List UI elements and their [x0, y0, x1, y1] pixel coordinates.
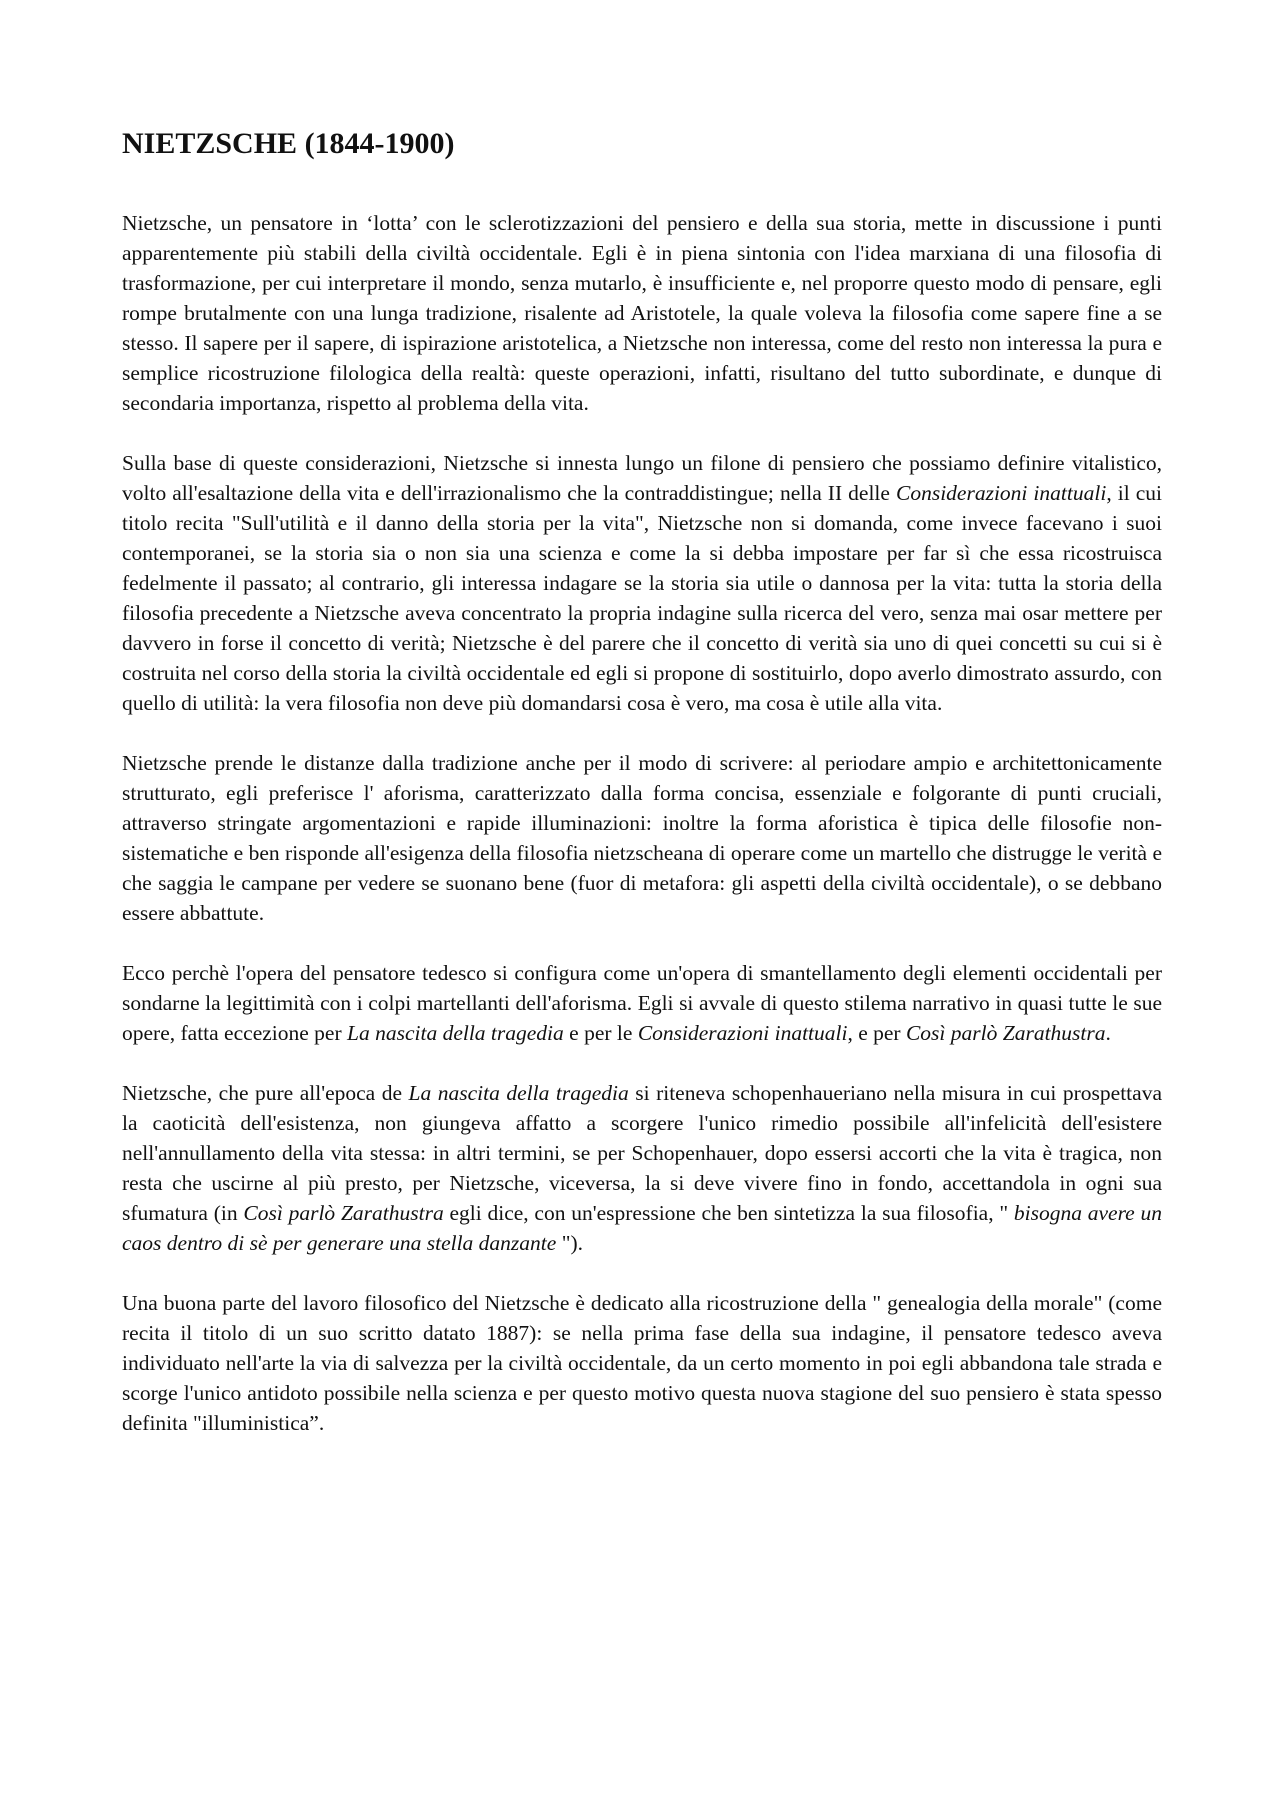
paragraph-3: Nietzsche prende le distanze dalla tradizione anche per il modo di scrivere: al periodare ampio e architettonicamente strutturato, egli preferisce l' aforisma, caratterizzato dalla forma concisa, essenziale e folgorante di punti cruciali, attraverso stringate argomentazioni e rapide illuminazioni: inoltre la forma aforistica è tipica delle filosofie non-sistematiche e ben risponde all'esigenza della filosofia nietzscheana di operare come un martello che distrugge le verità e che saggia le campane per vedere se suonano bene (fuor di metafora: gli aspetti della civiltà occidentale), o se debbano essere abbattute.: [122, 751, 1162, 925]
paragraph-5-text-e: egli dice, con un'espressione che ben sintetizza la sua filosofia, ": [443, 1201, 1014, 1225]
paragraph-4-title-considerazioni: Considerazioni inattuali: [637, 1021, 848, 1045]
paragraph-4: [122, 958, 1162, 1048]
paragraph-5: [122, 1078, 1162, 1258]
paragraph-5-title-zarathustra: Così parlò Zarathustra: [243, 1201, 444, 1225]
paragraph-4-text-c: e per le: [563, 1021, 638, 1045]
paragraph-2-title-considerazioni: Considerazioni inattuali: [895, 481, 1107, 505]
paragraph-5-quote: bisogna avere un caos dentro di sè per generare una stella danzante: [122, 1201, 1162, 1255]
paragraph-5-text-a: Nietzsche, che pure all'epoca de: [122, 1081, 409, 1105]
paragraph-2-text-c: , il cui titolo recita "Sull'utilità e il danno della storia per la vita", Nietzsche non si domanda, come invece facevano i suoi contemporanei, se la storia sia o non sia una scienza e come la si debba impostare per far sì che essa ricostruisca fedelmente il passato; al contrario, gli interessa indagare se la storia sia utile o dannosa per la vita: tutta la storia della filosofia precedente a Nietzsche aveva concentrato la propria indagine sulla ricerca del vero, senza mai osar mettere per davvero in forse il concetto di verità; Nietzsche è del parere che il concetto di verità sia uno di quei concetti su cui si è costruita nel corso della storia la civiltà occidentale ed egli si propone di sostituirlo, dopo averlo dimostrato assurdo, con quello di utilità: la vera filosofia non deve più domandarsi cosa è vero, ma cosa è utile alla vita.: [122, 481, 1162, 715]
paragraph-4-text-g: .: [1105, 1021, 1111, 1045]
paragraph-2-text-a: Sulla base di queste considerazioni, Nietzsche si innesta lungo un filone di pensiero che possiamo definire vitalistico, volto all'esaltazione della vita e dell'irrazionalismo che la contraddistingue; nella II delle: [122, 451, 1162, 505]
paragraph-2: [122, 448, 1162, 718]
document-body: [122, 124, 1162, 1468]
paragraph-4-title-zarathustra: Così parlò Zarathustra: [905, 1021, 1106, 1045]
paragraph-6: Una buona parte del lavoro filosofico del Nietzsche è dedicato alla ricostruzione della " genealogia della morale" (come recita il titolo di un suo scritto datato 1887): se nella prima fase della sua indagine, il pensatore tedesco aveva individuato nell'arte la via di salvezza per la civiltà occidentale, da un certo momento in poi egli abbandona tale strada e scorge l'unico antidoto possibile nella scienza e per questo motivo questa nuova stagione del suo pensiero è stata spesso definita "illuministica”.: [122, 1291, 1162, 1435]
paragraph-4-text-a: Ecco perchè l'opera del pensatore tedesco si configura come un'opera di smantellamento degli elementi occidentali per sondarne la legittimità con i colpi martellanti dell'aforisma. Egli si avvale di questo stilema narrativo in quasi tutte le sue opere, fatta eccezione per: [122, 961, 1162, 1045]
paragraph-1: Nietzsche, un pensatore in ‘lotta’ con le sclerotizzazioni del pensiero e della sua storia, mette in discussione i punti apparentemente più stabili della civiltà occidentale. Egli è in piena sintonia con l'idea marxiana di una filosofia di trasformazione, per cui interpretare il mondo, senza mutarlo, è insufficiente e, nel proporre questo modo di pensare, egli rompe brutalmente con una lunga tradizione, risalente ad Aristotele, la quale voleva la filosofia come sapere fine a se stesso. Il sapere per il sapere, di ispirazione aristotelica, a Nietzsche non interessa, come del resto non interessa la pura e semplice ricostruzione filologica della realtà: queste operazioni, infatti, risultano del tutto subordinate, e dunque di secondaria importanza, rispetto al problema della vita.: [122, 211, 1162, 415]
paragraph-4-title-nascita: La nascita della tragedia: [347, 1021, 564, 1045]
document-title: NIETZSCHE (1844-1900): [122, 127, 455, 160]
paragraph-5-title-nascita: La nascita della tragedia: [408, 1081, 629, 1105]
paragraph-5-text-c: si riteneva schopenhaueriano nella misura in cui prospettava la caoticità dell'esistenza, non giungeva affatto a scorgere l'unico rimedio possibile all'infelicità dell'esistere nell'annullamento della vita stessa: in altri termini, se per Schopenhauer, dopo essersi accorti che la vita è tragica, non resta che uscirne al più presto, per Nietzsche, viceversa, la si deve vivere fino in fondo, accettandola in ogni sua sfumatura (in: [122, 1081, 1162, 1225]
paragraph-5-text-g: ").: [556, 1231, 584, 1255]
paragraph-4-text-e: , e per: [847, 1021, 906, 1045]
